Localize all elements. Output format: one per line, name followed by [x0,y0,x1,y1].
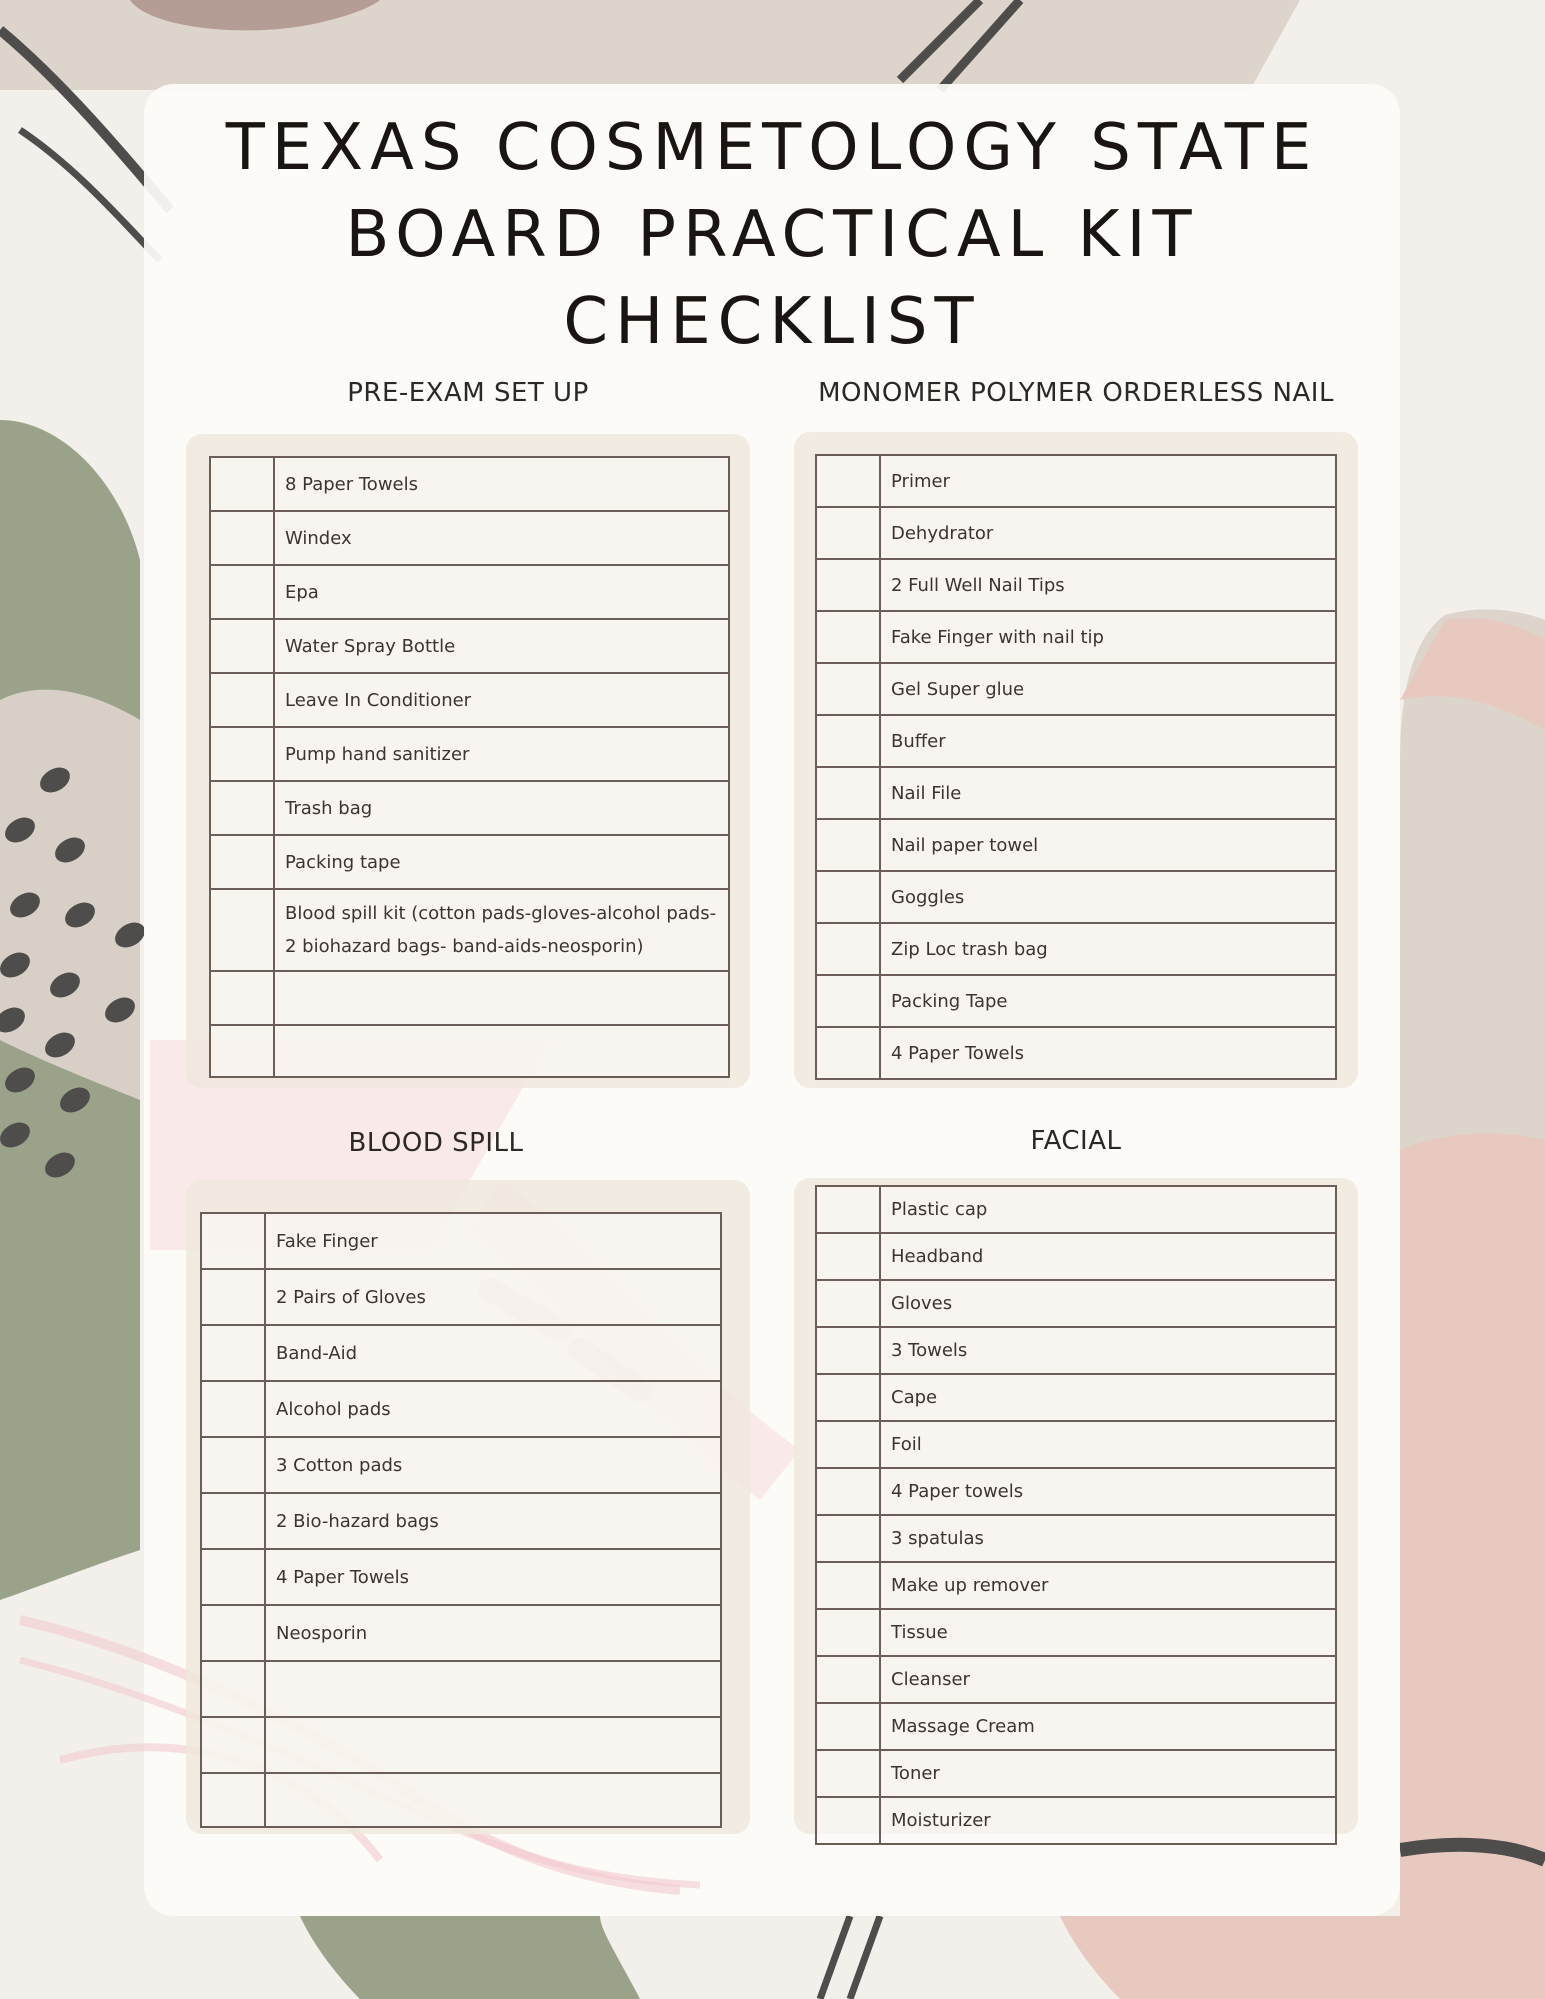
checkbox[interactable] [816,559,880,611]
item-label: Foil [880,1421,1336,1468]
checkbox[interactable] [201,1773,265,1827]
table-row [816,1280,1336,1327]
monomer-table [815,454,1337,1080]
item-label: 3 Cotton pads [265,1437,721,1493]
item-label: Plastic cap [880,1186,1336,1233]
table-row [210,781,729,835]
title-line: CHECKLIST [563,285,981,359]
item-label [265,1717,721,1773]
checkbox[interactable] [816,1656,880,1703]
table-row [816,923,1336,975]
checkbox[interactable] [210,1025,274,1077]
table-row [201,1773,721,1827]
table-row [201,1493,721,1549]
item-label: Trash bag [274,781,729,835]
item-label: Headband [880,1233,1336,1280]
checkbox[interactable] [210,727,274,781]
item-label: Dehydrator [880,507,1336,559]
table-row [816,819,1336,871]
checkbox[interactable] [201,1549,265,1605]
checkbox[interactable] [201,1325,265,1381]
item-label [265,1773,721,1827]
table-row [816,455,1336,507]
table-row [816,1562,1336,1609]
checkbox[interactable] [816,1280,880,1327]
table-row [816,871,1336,923]
checkbox[interactable] [210,673,274,727]
item-label: 3 spatulas [880,1515,1336,1562]
checkbox[interactable] [816,1374,880,1421]
table-row [816,1656,1336,1703]
section-heading-monomer: MONOMER POLYMER ORDERLESS NAIL [818,378,1334,408]
table-row [816,1750,1336,1797]
table-row [210,565,729,619]
item-label: Gloves [880,1280,1336,1327]
item-label: Gel Super glue [880,663,1336,715]
item-label: Epa [274,565,729,619]
checkbox[interactable] [816,975,880,1027]
item-label: Cleanser [880,1656,1336,1703]
item-label: Packing Tape [880,975,1336,1027]
item-label: 3 Towels [880,1327,1336,1374]
table-row [210,889,729,971]
checkbox[interactable] [816,767,880,819]
item-label: Band-Aid [265,1325,721,1381]
table-row [816,1186,1336,1233]
item-label: Nail File [880,767,1336,819]
item-label: 2 Bio-hazard bags [265,1493,721,1549]
checkbox[interactable] [201,1493,265,1549]
item-label: Fake Finger with nail tip [880,611,1336,663]
checkbox[interactable] [816,819,880,871]
table-row [210,457,729,511]
table-row [816,767,1336,819]
item-label: Goggles [880,871,1336,923]
item-label: Leave In Conditioner [274,673,729,727]
item-label: 2 Pairs of Gloves [265,1269,721,1325]
table-row [201,1717,721,1773]
section-heading-facial: FACIAL [1030,1126,1122,1156]
table-row [816,1797,1336,1844]
table-row [816,975,1336,1027]
checkbox[interactable] [816,1750,880,1797]
table-row [816,1027,1336,1079]
checkbox[interactable] [210,889,274,971]
section-heading-blood-spill: BLOOD SPILL [348,1128,524,1158]
item-label [274,1025,729,1077]
item-label: 2 Full Well Nail Tips [880,559,1336,611]
checkbox[interactable] [816,1797,880,1844]
checkbox[interactable] [816,507,880,559]
title-line: BOARD PRACTICAL KIT [345,198,1199,272]
section-heading-pre-exam: PRE-EXAM SET UP [347,378,589,408]
item-label: Packing tape [274,835,729,889]
title-line: TEXAS COSMETOLOGY STATE [225,111,1319,185]
checkbox[interactable] [201,1213,265,1269]
checkbox[interactable] [201,1661,265,1717]
table-row [201,1381,721,1437]
item-label: Fake Finger [265,1213,721,1269]
table-row [816,1374,1336,1421]
table-row [210,619,729,673]
table-row [816,1421,1336,1468]
table-row [201,1437,721,1493]
item-label: 8 Paper Towels [274,457,729,511]
checkbox[interactable] [210,565,274,619]
checkbox[interactable] [816,1233,880,1280]
item-label: Cape [880,1374,1336,1421]
checkbox[interactable] [816,1515,880,1562]
table-row [210,673,729,727]
item-label: Primer [880,455,1336,507]
table-row [816,1609,1336,1656]
table-row [210,727,729,781]
table-row [816,1233,1336,1280]
item-label: Massage Cream [880,1703,1336,1750]
checkbox[interactable] [816,715,880,767]
table-row [816,611,1336,663]
item-label: Nail paper towel [880,819,1336,871]
table-row [201,1549,721,1605]
checkbox[interactable] [210,971,274,1025]
checkbox[interactable] [816,1562,880,1609]
table-row [816,1468,1336,1515]
table-row [210,835,729,889]
table-row [816,715,1336,767]
checkbox[interactable] [210,619,274,673]
checkbox[interactable] [201,1717,265,1773]
checkbox[interactable] [201,1605,265,1661]
checkbox[interactable] [816,1421,880,1468]
table-row [816,1515,1336,1562]
item-label: 4 Paper Towels [880,1027,1336,1079]
checkbox[interactable] [816,923,880,975]
checkbox[interactable] [210,835,274,889]
item-label: Water Spray Bottle [274,619,729,673]
table-row [816,559,1336,611]
item-label: Make up remover [880,1562,1336,1609]
item-label: Alcohol pads [265,1381,721,1437]
page-title [144,105,1400,366]
checkbox[interactable] [816,455,880,507]
table-row [816,1703,1336,1750]
checkbox[interactable] [210,511,274,565]
item-label: 4 Paper Towels [265,1549,721,1605]
item-label: Toner [880,1750,1336,1797]
table-row [201,1661,721,1717]
pre-exam-table [209,456,730,1078]
checkbox[interactable] [201,1269,265,1325]
checkbox[interactable] [816,663,880,715]
checkbox[interactable] [816,1186,880,1233]
item-label [274,971,729,1025]
item-label: Zip Loc trash bag [880,923,1336,975]
checkbox[interactable] [816,1703,880,1750]
table-row [816,1327,1336,1374]
item-label: Buffer [880,715,1336,767]
checkbox[interactable] [210,781,274,835]
checkbox[interactable] [816,871,880,923]
checkbox[interactable] [816,1027,880,1079]
checkbox[interactable] [816,1468,880,1515]
table-row [201,1269,721,1325]
checkbox[interactable] [816,1609,880,1656]
table-row [201,1605,721,1661]
item-label: Windex [274,511,729,565]
table-row [210,971,729,1025]
checkbox[interactable] [210,457,274,511]
item-label: Pump hand sanitizer [274,727,729,781]
table-row [210,1025,729,1077]
item-label: 4 Paper towels [880,1468,1336,1515]
blood-spill-table [200,1212,722,1828]
table-row [816,663,1336,715]
item-label: Neosporin [265,1605,721,1661]
item-label [265,1661,721,1717]
checkbox[interactable] [816,1327,880,1374]
table-row [816,507,1336,559]
item-label: Blood spill kit (cotton pads-gloves-alcohol pads- 2 biohazard bags- band-aids-neosporin) [274,889,729,971]
facial-table [815,1185,1337,1845]
item-label: Moisturizer [880,1797,1336,1844]
item-label: Tissue [880,1609,1336,1656]
checkbox[interactable] [201,1381,265,1437]
checkbox[interactable] [816,611,880,663]
table-row [201,1325,721,1381]
table-row [210,511,729,565]
checkbox[interactable] [201,1437,265,1493]
table-row [201,1213,721,1269]
